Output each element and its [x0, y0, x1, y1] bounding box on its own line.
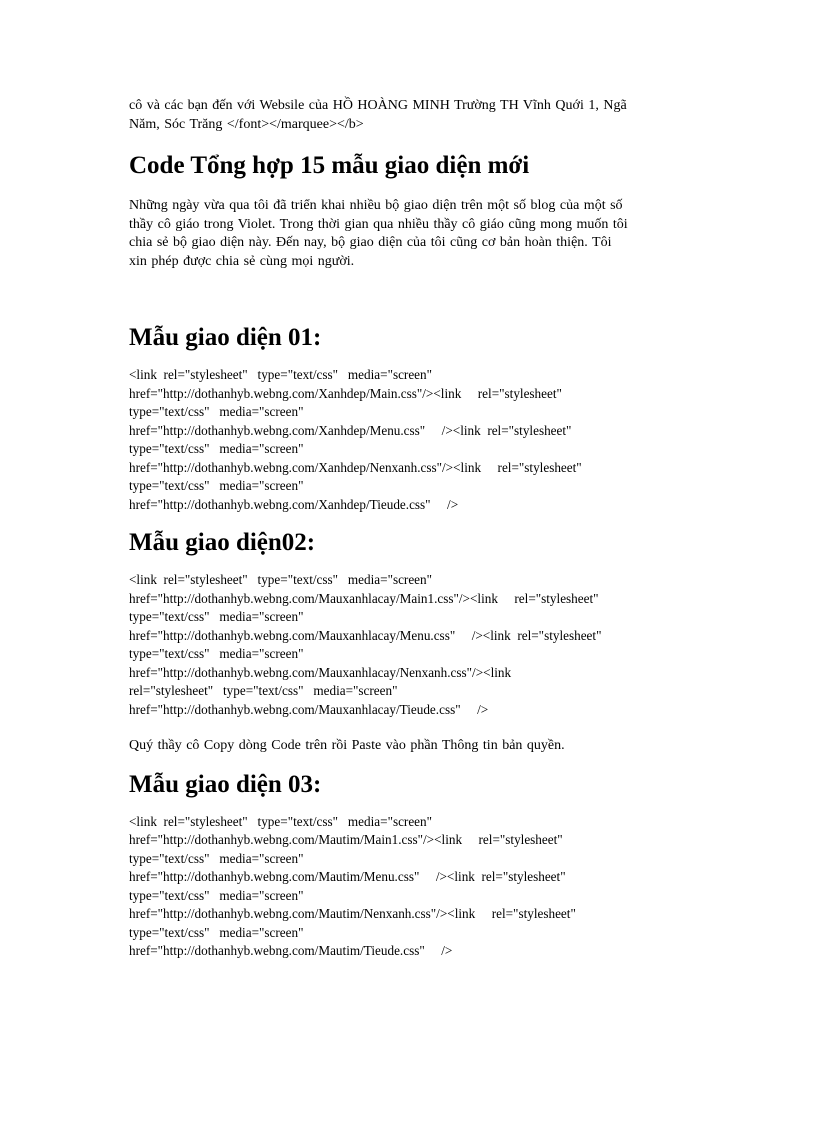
code-line: href="http://dothanhyb.webng.com/Xanhdep/Menu.css" /><link rel="stylesheet" — [129, 422, 572, 438]
code-line: href="http://dothanhyb.webng.com/Mauxanhlacay/Tieude.css" /> — [129, 701, 489, 717]
code-line: href="http://dothanhyb.webng.com/Mauxanhlacay/Nenxanh.css"/><link — [129, 664, 512, 680]
description-line: thầy cô giáo trong Violet. Trong thời gian qua nhiều thầy cô giáo cũng mong muốn tôi — [129, 216, 628, 232]
description-line: chia sẻ bộ giao diện này. Đến nay, bộ giao diện của tôi cũng cơ bản hoàn thiện. Tôi — [129, 235, 612, 250]
code-line: type="text/css" media="screen" — [129, 924, 304, 940]
code-line: type="text/css" media="screen" — [129, 887, 304, 903]
intro-line: Năm, Sóc Trăng </font></marquee></b> — [129, 116, 364, 132]
description-line: xin phép được chia sẻ cùng mọi người. — [129, 253, 355, 269]
code-line: type="text/css" media="screen" — [129, 441, 304, 456]
code-line: type="text/css" media="screen" — [129, 646, 304, 661]
code-line: href="http://dothanhyb.webng.com/Mautim/Tieude.css" /> — [129, 943, 453, 958]
section-heading-03: Mẫu giao diện 03: — [129, 770, 322, 798]
main-heading: Code Tổng hợp 15 mẫu giao diện mới — [129, 152, 530, 179]
code-block-01 — [129, 366, 699, 514]
section-heading-02: Mẫu giao diện02: — [129, 529, 316, 556]
code-line: <link rel="stylesheet" type="text/css" media="screen" — [129, 572, 433, 587]
code-block-03 — [129, 813, 699, 961]
code-line: href="http://dothanhyb.webng.com/Mautim/Main1.css"/><link rel="stylesheet" — [129, 832, 563, 847]
code-line: href="http://dothanhyb.webng.com/Mauxanhlacay/Main1.css"/><link rel="stylesheet" — [129, 590, 599, 606]
code-line: type="text/css" media="screen" — [129, 478, 304, 493]
code-line: <link rel="stylesheet" type="text/css" media="screen" — [129, 367, 433, 382]
section-heading-01: Mẫu giao diện 01: — [129, 324, 322, 351]
code-line: rel="stylesheet" type="text/css" media="screen" — [129, 683, 398, 698]
code-line: href="http://dothanhyb.webng.com/Mautim/Menu.css" /><link rel="stylesheet" — [129, 869, 566, 884]
code-line: type="text/css" media="screen" — [129, 850, 304, 866]
description-paragraph — [129, 197, 699, 271]
intro-line: cô và các bạn đến với Websile của HỒ HOÀNG MINH Trường TH Vĩnh Quới 1, Ngã — [129, 98, 627, 113]
code-line: href="http://dothanhyb.webng.com/Mautim/Nenxanh.css"/><link rel="stylesheet" — [129, 906, 576, 921]
code-block-02 — [129, 571, 699, 719]
code-line: href="http://dothanhyb.webng.com/Xanhdep/Nenxanh.css"/><link rel="stylesheet" — [129, 459, 582, 475]
code-line: type="text/css" media="screen" — [129, 609, 304, 624]
document-content — [129, 97, 699, 961]
code-line: href="http://dothanhyb.webng.com/Xanhdep/Tieude.css" /> — [129, 496, 459, 512]
code-line: <link rel="stylesheet" type="text/css" media="screen" — [129, 813, 433, 829]
instruction-note: Quý thầy cô Copy dòng Code trên rồi Paste vào phần Thông tin bản quyền. — [129, 738, 565, 753]
code-line: href="http://dothanhyb.webng.com/Xanhdep/Main.css"/><link rel="stylesheet" — [129, 385, 562, 401]
code-line: type="text/css" media="screen" — [129, 404, 304, 419]
code-line: href="http://dothanhyb.webng.com/Mauxanhlacay/Menu.css" /><link rel="stylesheet" — [129, 627, 602, 643]
description-line: Những ngày vừa qua tôi đã triển khai nhiều bộ giao diện trên một số blog của một số — [129, 198, 623, 213]
intro-paragraph — [129, 97, 699, 134]
